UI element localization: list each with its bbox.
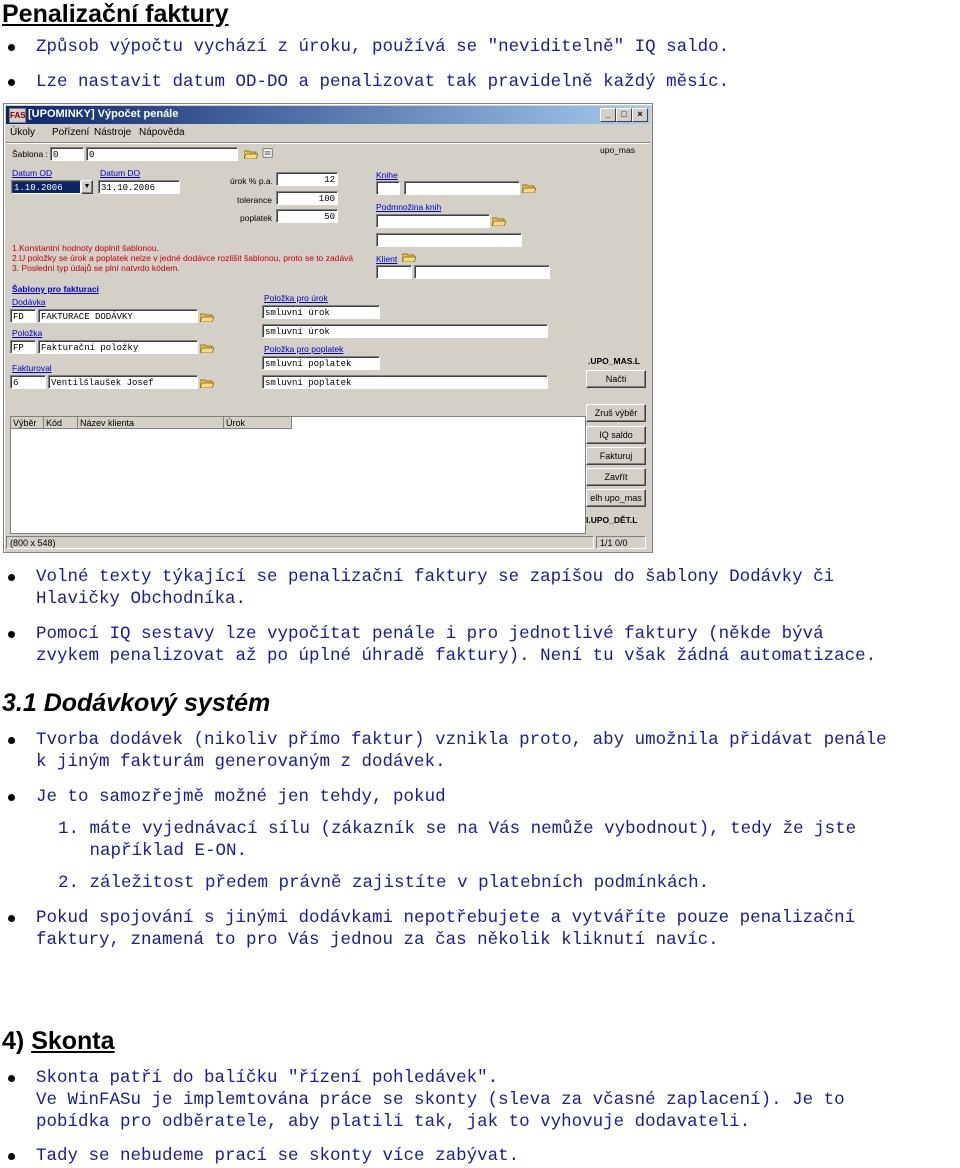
divider — [6, 142, 650, 143]
section-title — [2, 1027, 115, 1056]
zrus-vyber-button[interactable]: Zruš výběr — [586, 404, 646, 422]
dodavka-field[interactable]: FAKTURACE DODÁVKY — [38, 309, 198, 323]
fakturuj-button[interactable]: Fakturuj — [586, 447, 646, 465]
window-title: [UPOMINKY] Výpočet penále — [28, 108, 179, 120]
bullet-text: Lze nastavit datum OD-DO a penalizovat tak pravidelně každý měsíc. — [36, 72, 730, 92]
sablona-field[interactable]: 0 — [86, 147, 238, 161]
menu-napoveda[interactable]: Nápověda — [139, 127, 185, 138]
elh-upo-mas-button[interactable]: elh upo_mas — [586, 489, 646, 507]
grid-header-urok[interactable]: Úrok — [224, 417, 292, 429]
bullet-text: Tvorba dodávek (nikoliv přímo faktur) vznikla proto, aby umožnila přidávat penále k jiným fakturám generovaným z dodávek. — [36, 730, 887, 772]
bullet-text: Pokud spojování s jinými dodávkami nepotřebujete a vytváříte pouze penalizační faktury, znamená to pro Vás jednou za čas několik kliknutí navíc. — [36, 908, 856, 950]
bullet-dot — [8, 794, 15, 801]
nacti-button[interactable]: Načti — [586, 370, 646, 388]
status-bar — [6, 536, 650, 550]
menu-porizeni[interactable]: Pořízení — [52, 127, 90, 138]
fakturoval-field[interactable]: Ventilšlaušek Josef — [48, 375, 198, 389]
dodavka-code-field[interactable]: FD — [10, 309, 36, 323]
bullet-text: Skonta patří do balíčku "řízení pohledávek". Ve WinFASu je implemtována práce se skonty (sleva za včasné zaplacení). Je to pobídka pro odběratele, aby platili tak, jak to vyhovuje dodavateli. — [36, 1068, 845, 1132]
folder-open-icon[interactable] — [492, 216, 506, 226]
minimize-button[interactable]: _ — [600, 108, 616, 122]
bullet-text: Tady se nebudeme prací se skonty více zabývat. — [36, 1146, 520, 1166]
folder-open-icon[interactable] — [200, 312, 214, 322]
note-line: 1.Konstantní hodnoty doplnit šablonou. — [12, 243, 159, 253]
results-grid[interactable] — [10, 416, 586, 534]
polozka-urok-name-field[interactable]: smluvní úrok — [262, 324, 548, 338]
upo-mas-label: upo_mas — [600, 145, 635, 155]
bullet-dot — [8, 631, 15, 638]
zavrit-button[interactable]: Zavřít — [586, 468, 646, 486]
bullet-text: Způsob výpočtu vychází z úroku, používá se "neviditelně" IQ saldo. — [36, 37, 730, 57]
grid-header-nazev[interactable]: Název klienta — [78, 417, 224, 429]
klient-label: Klient — [376, 254, 398, 264]
bullet-dot — [8, 915, 15, 922]
app-icon: FAS — [9, 108, 26, 123]
datum-do-field[interactable]: 31.10.2006 — [98, 180, 180, 194]
status-pager: 1/1 0/0 — [596, 536, 646, 549]
menu-nastroje[interactable]: Nástroje — [94, 127, 132, 138]
bullet-dot — [8, 737, 15, 744]
section-title: 3.1 Dodávkový systém — [2, 689, 271, 717]
polozka-poplatek-field[interactable]: smluvní poplatek — [262, 356, 380, 370]
note-line: 2.U položky se úrok a poplatek nelze v jedné dodávce rozlišit šablonou, proto se to zadává — [12, 253, 354, 263]
title-bar — [6, 106, 650, 124]
podmnozina-name-field[interactable] — [376, 233, 522, 247]
bullet-dot — [8, 1153, 15, 1160]
poplatek-field[interactable]: 50 — [276, 209, 338, 223]
chevron-down-icon[interactable]: ▼ — [81, 180, 93, 194]
folder-open-icon[interactable] — [244, 149, 258, 159]
section-title-text: Skonta — [31, 1027, 115, 1055]
upo-mas-l-label: .UPO_MAS.L — [588, 356, 640, 366]
bullet-dot — [8, 44, 15, 51]
polozka-poplatek-label: Položka pro poplatek — [264, 344, 344, 354]
tolerance-label: tolerance — [237, 195, 272, 205]
knihe-code-field[interactable] — [376, 181, 400, 195]
maximize-button[interactable]: □ — [616, 108, 632, 122]
bullet-dot — [8, 79, 15, 86]
numbered-item: 2. záležitost předem právně zajistíte v platebních podmínkách. — [58, 873, 710, 893]
section-number: 4) — [2, 1027, 25, 1055]
bullet-text: Je to samozřejmě možné jen tehdy, pokud — [36, 787, 446, 807]
dodavka-label: Dodávka — [12, 297, 46, 307]
folder-open-icon[interactable] — [200, 378, 214, 388]
note-line: 3. Poslední typ údajů se plní natvrdo kódem. — [12, 263, 180, 273]
polozka-label: Položka — [12, 328, 43, 338]
tolerance-field[interactable]: 100 — [276, 191, 338, 205]
folder-open-icon[interactable] — [402, 252, 416, 262]
datum-do-label: Datum DO — [100, 168, 141, 178]
datum-od-label: Datum OD — [12, 168, 53, 178]
menu-bar — [6, 125, 650, 141]
sablona-code-field[interactable]: 0 — [50, 147, 84, 161]
grid-header-kod[interactable]: Kód — [44, 417, 78, 429]
datum-od-field[interactable]: 1.10.2006 — [11, 180, 81, 194]
polozka-urok-label: Položka pro úrok — [264, 293, 328, 303]
sablona-label: Šablona : — [12, 149, 48, 159]
app-window — [3, 103, 653, 553]
iq-saldo-button[interactable]: IQ saldo — [586, 426, 646, 444]
klient-field[interactable] — [414, 265, 550, 279]
polozka-urok-field[interactable]: smluvní úrok — [262, 305, 380, 319]
klient-code-field[interactable] — [376, 265, 412, 279]
bullet-text: Pomocí IQ sestavy lze vypočítat penále i pro jednotlivé faktury (někde bývá zvykem penalizovat až po úplné úhradě faktury). Není tu však žádná automatizace. — [36, 624, 877, 666]
section-title: Penalizační faktury — [2, 0, 229, 28]
polozka-field[interactable]: Fakturační položky — [38, 340, 198, 354]
bullet-dot — [8, 1075, 15, 1082]
podmnozina-label: Podmnožina knih — [376, 202, 442, 212]
polozka-code-field[interactable]: FP — [10, 340, 36, 354]
folder-open-icon[interactable] — [522, 183, 536, 193]
bullet-text: Volné texty týkající se penalizační faktury se zapíšou do šablony Dodávky či Hlavičky Obchodníka. — [36, 567, 835, 609]
urok-label: úrok % p.a. — [230, 176, 273, 186]
list-icon[interactable] — [261, 148, 275, 158]
sablony-title: Šablony pro fakturaci — [12, 284, 99, 294]
status-size: (800 x 548) — [6, 536, 594, 549]
knihe-field[interactable] — [404, 181, 520, 195]
podmnozina-field[interactable] — [376, 214, 490, 228]
fakturoval-code-field[interactable]: 6 — [10, 375, 46, 389]
knihe-label: Knihe — [376, 170, 398, 180]
poplatek-label: poplatek — [240, 213, 273, 223]
urok-field[interactable]: 12 — [276, 172, 338, 186]
menu-ukoly[interactable]: Úkoly — [10, 127, 36, 138]
fakturoval-label: Fakturoval — [12, 363, 52, 373]
bullet-dot — [8, 574, 15, 581]
close-button[interactable]: × — [632, 108, 648, 122]
upo-det-l-label: I.UPO_DĚT.L — [586, 515, 638, 525]
folder-open-icon[interactable] — [200, 343, 214, 353]
grid-header-vyber[interactable]: Výběr — [11, 417, 44, 429]
polozka-poplatek-name-field[interactable]: smluvní poplatek — [262, 375, 548, 389]
numbered-item: 1. máte vyjednávací sílu (zákazník se na Vás nemůže vybodnout), tedy že jste například E-ON. — [58, 819, 857, 861]
